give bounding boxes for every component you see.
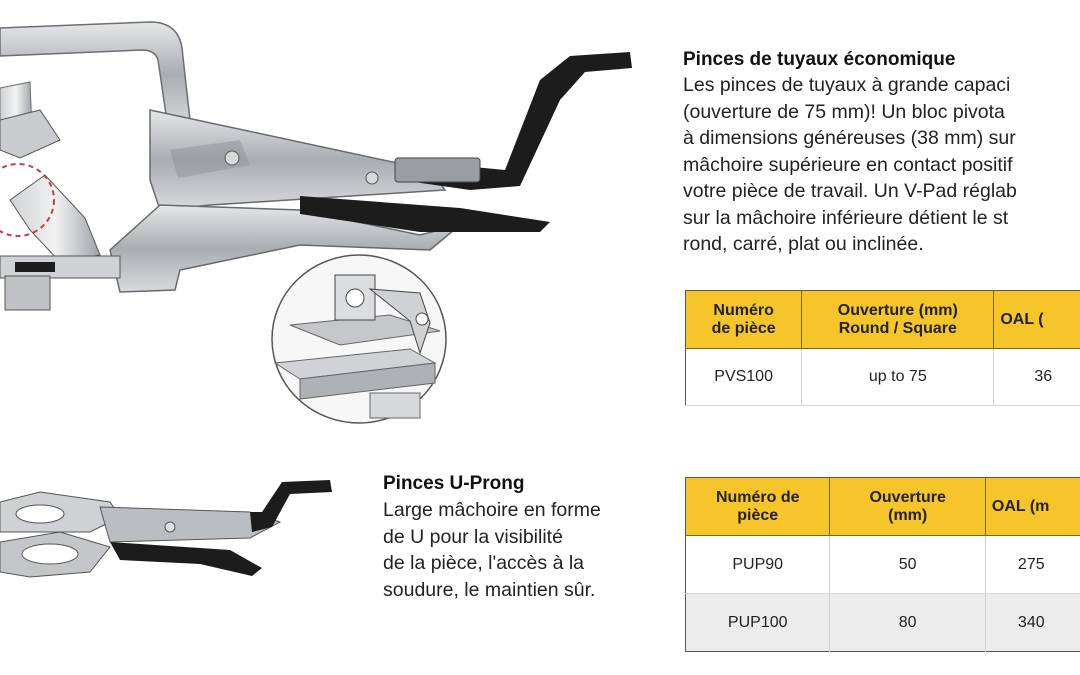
cell-opening: 50 [830,536,985,594]
v-pad-detail-illustration [270,253,448,425]
section2-title: Pinces U-Prong [383,473,525,494]
table-row [686,349,1080,406]
section2-description: Large mâchoire en forme de U pour la visibilité de la pièce, l'accès à la soudure, le maintien sûr. [383,499,601,601]
u-prong-pliers-image [0,472,345,602]
table-header-opening: Ouverture (mm) [830,478,985,536]
section1-title: Pinces de tuyaux économique [683,49,956,70]
cell-part-number: PUP100 [686,594,830,652]
section1-description: Les pinces de tuyaux à grande capaci (ouverture de 75 mm)! Un bloc pivota à dimensions généreuses (38 mm) sur mâchoire supérieure en contact positif votre pièce de travail. Un V-Pad réglab sur la mâchoire inférieure détient le st rond, carré, plat ou inclinée. [683,74,1017,255]
cell-opening: 80 [830,594,985,652]
pvs-spec-table [685,290,1080,406]
table-header-oal: OAL (m [985,478,1080,536]
table-header-part-number: Numéro de pièce [686,478,830,536]
cell-part-number: PUP90 [686,536,830,594]
cell-oal: 340 [985,594,1080,652]
cell-oal: 275 [985,536,1080,594]
table-row [686,594,1080,652]
table-header-part-number: Numéro de pièce [686,291,802,349]
table-row [686,536,1080,594]
table-header-oal: OAL ( [994,291,1080,349]
pup-spec-table [685,477,1080,652]
cell-opening: up to 75 [802,349,994,406]
cell-oal: 36 [994,349,1080,406]
cell-part-number: PVS100 [686,349,802,406]
table-header-opening: Ouverture (mm) Round / Square [802,291,994,349]
